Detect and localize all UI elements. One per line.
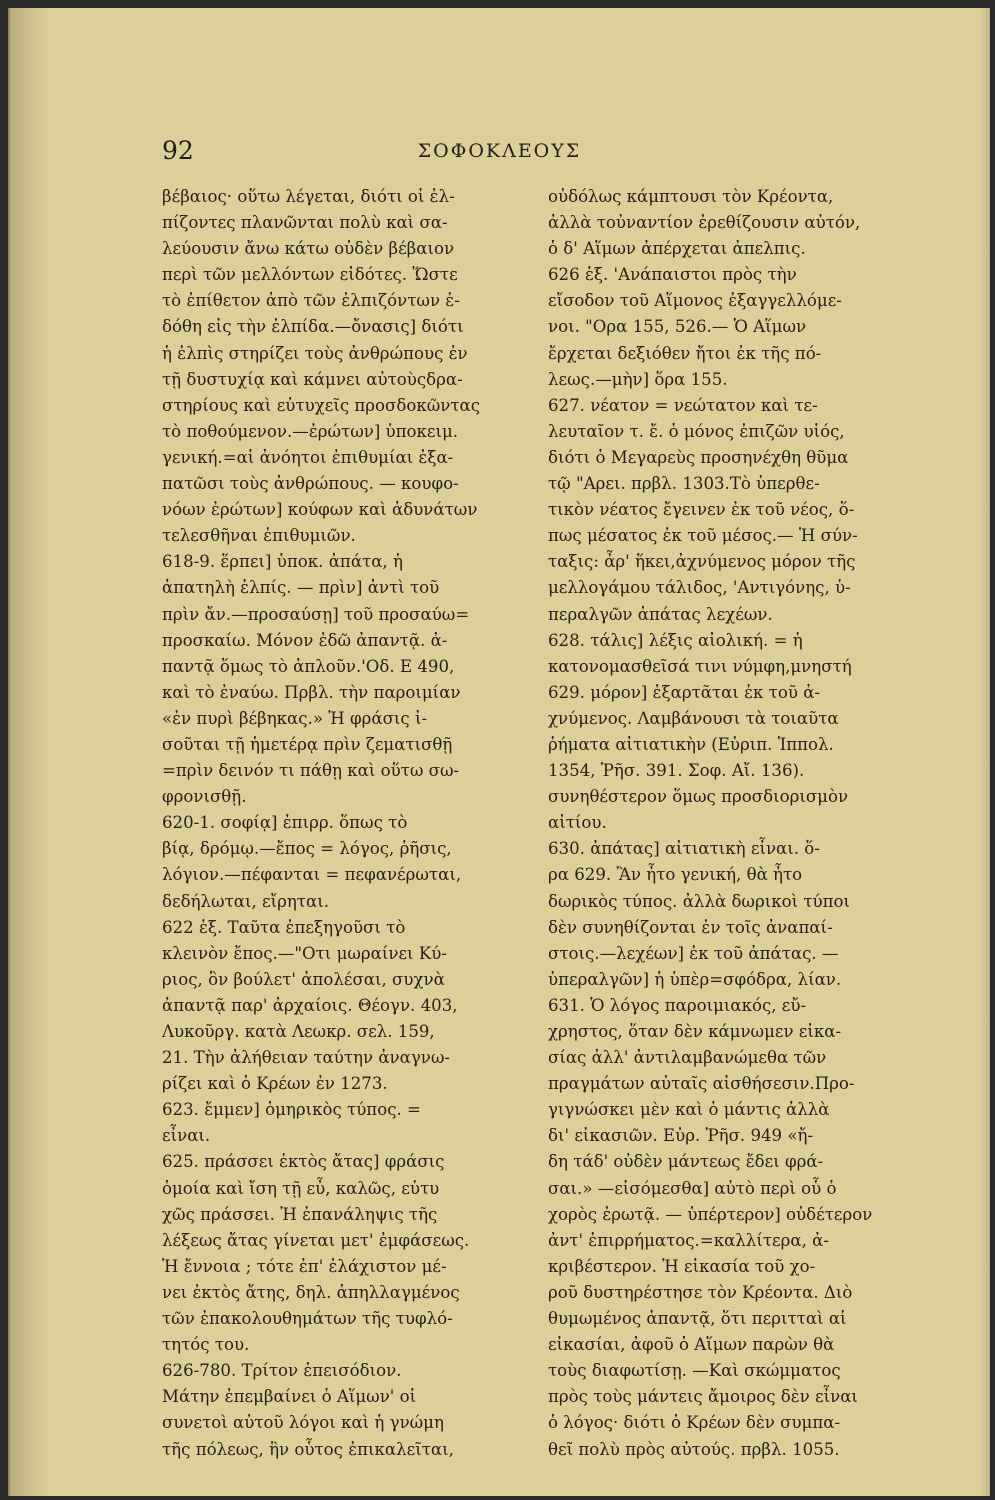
text-line: τελεσθῆναι ἐπιθυμιῶν. bbox=[162, 526, 356, 546]
text-line: σαι.» —εἰσόμεσθα] αὐτὸ περὶ οὗ ὁ bbox=[548, 1178, 837, 1198]
text-line: πατῶσι τοὺς ἀνθρώπους. — κουφο- bbox=[162, 474, 459, 494]
text-line: κριβέστερον. Ἡ εἰκασία τοῦ χο- bbox=[548, 1256, 816, 1276]
text-line: 626-780. Τρίτον ἐπεισόδιον. bbox=[162, 1361, 402, 1381]
text-line: εἴσοδον τοῦ Αἵμονος ἐξαγγελλόμε- bbox=[548, 291, 842, 311]
text-line: ὁμοία καὶ ἴση τῇ εὖ, καλῶς, εὐτυ bbox=[162, 1178, 440, 1198]
text-line: εἶναι. bbox=[162, 1126, 211, 1146]
text-line: περαλγῶν ἀπάτας λεχέων. bbox=[548, 604, 773, 624]
text-line: τῆς πόλεως, ἣν οὗτος ἐπικαλεῖται, bbox=[162, 1439, 454, 1459]
text-line: συνηθέστερον ὅμως προσδιορισμὸν bbox=[548, 787, 849, 807]
text-line: =πρὶν δεινόν τι πάθῃ καὶ οὕτω σω- bbox=[162, 761, 460, 781]
text-line: ῥήματα αἰτιατικὴν (Εὐριπ. Ἱππολ. bbox=[548, 734, 834, 754]
text-line: 627. νέατον = νεώτατον καὶ τε- bbox=[548, 395, 818, 415]
text-line: βέβαιος· οὕτω λέγεται, διότι οἱ ἐλ- bbox=[162, 187, 455, 206]
text-line: τικὸν νέατος ἔγεινεν ἐκ τοῦ νέος, ὅ- bbox=[548, 500, 855, 520]
text-line: χρηστος, ὅταν δὲν κάμνωμεν εἰκα- bbox=[548, 1022, 842, 1041]
text-line: ὑπεραλγῶν] ἡ ὑπὲρ=σφόδρα, λίαν. bbox=[548, 969, 842, 989]
text-line: τὸ ποθούμενον.—ἐρώτων] ὑποκειμ. bbox=[162, 421, 459, 441]
text-line: θεῖ πολὺ πρὸς αὐτούς. πρβλ. 1055. bbox=[548, 1439, 840, 1459]
text-line: λέξεως ἄτας γίνεται μετ' ἐμφάσεως. bbox=[162, 1230, 470, 1250]
text-line: 630. ἀπάτας] αἰτιατικὴ εἶναι. ὅ- bbox=[548, 839, 820, 859]
text-line: αἰτίου. bbox=[548, 813, 607, 833]
text-line: λεύουσιν ἄνω κάτω οὐδὲν βέβαιον bbox=[162, 239, 455, 259]
text-line: διότι ὁ Μεγαρεὺς προσηνέχθη θῦμα bbox=[548, 447, 849, 467]
text-line: ἀπατηλὴ ἐλπίς. — πρὶν] ἀντὶ τοῦ bbox=[162, 578, 440, 598]
text-line: λευταῖον τ. ἔ. ὁ μόνος ἐπιζῶν υἱός, bbox=[548, 421, 845, 441]
text-line: κλεινὸν ἔπος.—"Οτι μωραίνει Κύ- bbox=[162, 943, 447, 963]
text-line: 626 ἑξ. 'Ανάπαιστοι πρὸς τὴν bbox=[548, 265, 797, 285]
text-line: νοι. "Ορα 155, 526.— Ὁ Αἵμων bbox=[548, 317, 807, 337]
text-line: λεως.—μὴν] ὅρα 155. bbox=[548, 369, 728, 389]
text-line: 620-1. σοφίᾳ] ἐπιρρ. ὅπως τὸ bbox=[162, 813, 408, 833]
text-line: λόγιον.—πέφανται = πεφανέρωται, bbox=[162, 865, 462, 885]
text-line: δωρικὸς τύπος. ἀλλὰ δωρικοὶ τύποι bbox=[548, 891, 851, 911]
text-line: φρονισθῇ. bbox=[162, 787, 247, 807]
text-line: «ἐν πυρὶ βέβηκας.» Ἡ φράσις ἰ- bbox=[162, 708, 428, 728]
text-line: ἀπαντᾷ παρ' ἀρχαίοις. Θέογν. 403, bbox=[162, 995, 458, 1015]
text-line: ὁ δ' Αἵμων ἀπέρχεται ἀπελπις. bbox=[548, 239, 806, 259]
text-line: 21. Τὴν ἀλήθειαν ταύτην ἀναγνω- bbox=[162, 1048, 450, 1068]
text-line: τοὺς διαφωτίσῃ. —Καὶ σκώμματος bbox=[548, 1361, 841, 1381]
text-line: δεδήλωται, εἴρηται. bbox=[162, 891, 329, 911]
text-line: θυμωμένος ἀπαντᾷ, ὅτι περιτταὶ αἱ bbox=[548, 1309, 847, 1329]
text-line: ταξις: ἆρ' ἥκει,ἀχνύμενος μόρον τῆς bbox=[548, 552, 856, 572]
text-line: 623. ἔμμεν] ὁμηρικὸς τύπος. = bbox=[162, 1100, 421, 1120]
page-edge bbox=[979, 8, 989, 1496]
text-line: προσκαίω. Μόνον ἐδῶ ἀπαντᾷ. ἀ- bbox=[162, 630, 448, 650]
text-line: σίας ἀλλ' ἀντιλαμβανώμεθα τῶν bbox=[548, 1048, 827, 1068]
text-line: Μάτην ἐπεμβαίνει ὁ Αἵμων' οἱ bbox=[162, 1387, 417, 1407]
page-header bbox=[10, 136, 989, 176]
text-line: ἀντ' ἐπιρρήματος.=καλλίτερα, ἀ- bbox=[548, 1230, 829, 1250]
text-line: 622 ἑξ. Ταῦτα ἐπεξηγοῦσι τὸ bbox=[162, 917, 406, 937]
text-line: 628. τάλις] λέξις αἰολική. = ἡ bbox=[548, 630, 803, 650]
text-line: 618-9. ἕρπει] ὑποκ. ἀπάτα, ἡ bbox=[162, 552, 403, 572]
text-line: 629. μόρον] ἐξαρτᾶται ἐκ τοῦ ἀ- bbox=[548, 682, 821, 702]
text-line: κατονομασθεῖσά τινι νύμφη,μνηστή bbox=[548, 656, 852, 676]
text-line: δόθη εἰς τὴν ἐλπίδα.—ὄνασις] διότι bbox=[162, 317, 464, 337]
text-line: στηρίους καὶ εὐτυχεῖς προσδοκῶντας bbox=[162, 395, 481, 415]
text-line: συνετοὶ αὐτοῦ λόγοι καὶ ἡ γνώμη bbox=[162, 1413, 444, 1433]
text-line: τὸ ἐπίθετον ἀπὸ τῶν ἐλπιζόντων ἐ- bbox=[162, 291, 460, 311]
text-line: ὁ λόγος· διότι ὁ Κρέων δὲν συμπα- bbox=[548, 1413, 841, 1433]
left-text-column bbox=[162, 184, 528, 1463]
text-line: γενική.=αἱ ἀνόητοι ἐπιθυμίαι ἐξα- bbox=[162, 447, 454, 467]
text-line: Λυκοῦργ. κατὰ Λεωκρ. σελ. 159, bbox=[162, 1022, 435, 1041]
text-line: Ἡ ἔννοια ; τότε ἐπ' ἐλάχιστον μέ- bbox=[162, 1256, 447, 1276]
text-line: δὲν συνηθίζονται ἐν τοῖς ἀναπαί- bbox=[548, 917, 833, 937]
text-line: σοῦται τῇ ἡμετέρᾳ πρὶν ζεματισθῇ bbox=[162, 734, 453, 754]
text-line: πως μέσατος ἐκ τοῦ μέσος.— Ἡ σύν- bbox=[548, 526, 858, 546]
text-line: τῇ δυστυχίᾳ καὶ κάμνει αὐτοὺςδρα- bbox=[162, 369, 463, 389]
text-line: 625. πράσσει ἐκτὸς ἄτας] φράσις bbox=[162, 1152, 445, 1172]
running-title: ΣΟΦΟΚΛΕΟΥΣ bbox=[417, 140, 582, 162]
text-line: νόων ἐρώτων] κούφων καὶ ἀδυνάτων bbox=[162, 500, 478, 520]
text-line: ριος, ὃν βούλετ' ἀπολέσαι, συχνὰ bbox=[162, 969, 445, 989]
text-line: ἔρχεται δεξιόθεν ἤτοι ἐκ τῆς πό- bbox=[548, 343, 822, 363]
text-line: παντᾷ ὅμως τὸ ἁπλοῦν.'Οδ. Ε 490, bbox=[162, 656, 455, 676]
text-line: πραγμάτων αὐταῖς αἰσθήσεσιν.Προ- bbox=[548, 1074, 855, 1094]
text-line: πρὶν ἄν.—προσαύσῃ] τοῦ προσαύω= bbox=[162, 604, 470, 624]
text-line: χνύμενος. Λαμβάνουσι τὰ τοιαῦτα bbox=[548, 708, 839, 728]
text-line: τῶν ἐπακολουθημάτων τῆς τυφλό- bbox=[162, 1309, 453, 1329]
text-line: τητός του. bbox=[162, 1335, 250, 1355]
text-line: ροῦ δυστηρέστησε τὸν Κρέοντα. Διὸ bbox=[548, 1282, 853, 1302]
page-number: 92 bbox=[162, 136, 194, 165]
text-line: καὶ τὸ ἐναύω. Πρβλ. τὴν παροιμίαν bbox=[162, 682, 461, 702]
text-line: χορὸς ἐρωτᾷ. — ὑπέρτερον] οὐδέτερον bbox=[548, 1204, 873, 1224]
text-line: πρὸς τοὺς μάντεις ἄμοιρος δὲν εἶναι bbox=[548, 1387, 858, 1407]
book-page bbox=[8, 8, 990, 1496]
text-line: πίζοντες πλανῶνται πολὺ καὶ σα- bbox=[162, 213, 448, 233]
text-line: 1354, Ῥῆσ. 391. Σοφ. Αἴ. 136). bbox=[548, 761, 805, 781]
text-line: γιγνώσκει μὲν καὶ ὁ μάντις ἀλλὰ bbox=[548, 1100, 830, 1120]
text-line: ἀλλὰ τοὐναντίον ἐρεθίζουσιν αὐτόν, bbox=[548, 213, 861, 233]
text-line: νει ἐκτὸς ἄτης, δηλ. ἀπηλλαγμένος bbox=[162, 1282, 460, 1302]
text-line: στοις.—λεχέων] ἐκ τοῦ ἀπάτας. — bbox=[548, 943, 839, 963]
text-line: περὶ τῶν μελλόντων εἰδότες. Ὥστε bbox=[162, 265, 458, 285]
text-line: εἰκασίαι, ἀφοῦ ὁ Αἵμων παρὼν θὰ bbox=[548, 1335, 835, 1355]
right-text-column bbox=[548, 184, 920, 1463]
text-line: μελλογάμου τάλιδος, 'Αντιγόνης, ὑ- bbox=[548, 578, 851, 598]
text-line: 631. Ὁ λόγος παροιμιακός, εὔ- bbox=[548, 995, 807, 1015]
text-line: βίᾳ, δρόμῳ.—ἔπος = λόγος, ῥῆσις, bbox=[162, 839, 452, 859]
text-line: τῷ "Αρει. πρβλ. 1303.Τὸ ὑπερθε- bbox=[548, 474, 820, 494]
text-line: ρα 629. Ἂν ἦτο γενική, θὰ ἦτο bbox=[548, 865, 803, 885]
text-line: ρίζει καὶ ὁ Κρέων ἐν 1273. bbox=[162, 1074, 388, 1094]
text-line: δι' εἰκασιῶν. Εὐρ. Ῥῆσ. 949 «ἤ- bbox=[548, 1126, 814, 1146]
text-line: ἡ ἐλπὶς στηρίζει τοὺς ἀνθρώπους ἐν bbox=[162, 343, 468, 363]
page-gutter bbox=[10, 8, 52, 1496]
text-line: χῶς πράσσει. Ἡ ἐπανάληψις τῆς bbox=[162, 1204, 438, 1224]
text-line: δη τάδ' οὐδὲν μάντεως ἔδει φρά- bbox=[548, 1152, 824, 1172]
text-line: οὐδόλως κάμπτουσι τὸν Κρέοντα, bbox=[548, 187, 834, 206]
